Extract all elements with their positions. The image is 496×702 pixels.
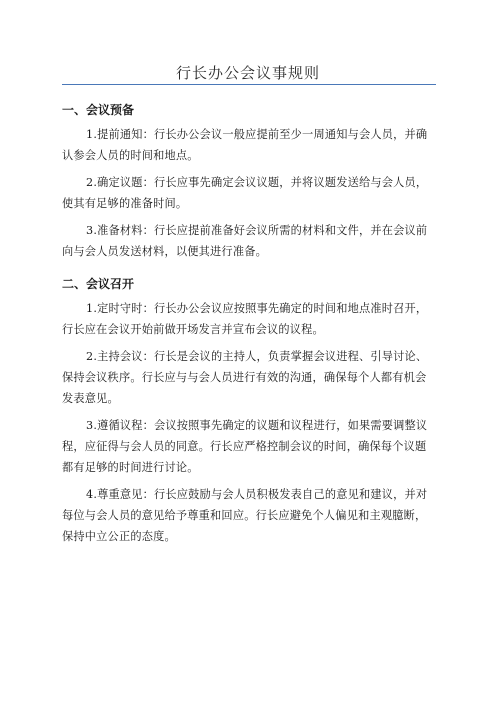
document-title: 行长办公会议事规则 xyxy=(175,64,320,82)
document-body xyxy=(62,96,436,547)
section-heading-meeting: 二、会议召开 xyxy=(62,277,135,291)
paragraph: 2.确定议题：行长应事先确定会议议题，并将议题发送给与会人员，使其有足够的准备时间。 xyxy=(62,176,428,210)
section-heading-preparation: 一、会议预备 xyxy=(62,103,135,117)
paragraph: 3.遵循议程：会议按照事先确定的议题和议程进行，如果需要调整议程，应征得与会人员的同意。行长应严格控制会议的时间，确保每个议题都有足够的时间进行讨论。 xyxy=(62,419,428,474)
paragraph: 3.准备材料：行长应提前准备好会议所需的材料和文件，并在会议前向与会人员发送材料，以便其进行准备。 xyxy=(62,224,428,258)
paragraph: 2.主持会议：行长是会议的主持人，负责掌握会议进程、引导讨论、保持会议秩序。行长应与与会人员进行有效的沟通，确保每个人都有机会发表意见。 xyxy=(62,350,428,405)
title-divider xyxy=(62,84,436,85)
paragraph: 1.提前通知：行长办公会议一般应提前至少一周通知与会人员，并确认参会人员的时间和地点。 xyxy=(62,128,428,162)
paragraph: 1.定时守时：行长办公会议应按照事先确定的时间和地点准时召开，行长应在会议开始前做开场发言并宣布会议的议程。 xyxy=(62,302,428,336)
paragraph: 4.尊重意见：行长应鼓励与会人员积极发表自己的意见和建议，并对每位与会人员的意见给予尊重和回应。行长应避免个人偏见和主观臆断，保持中立公正的态度。 xyxy=(62,488,428,543)
